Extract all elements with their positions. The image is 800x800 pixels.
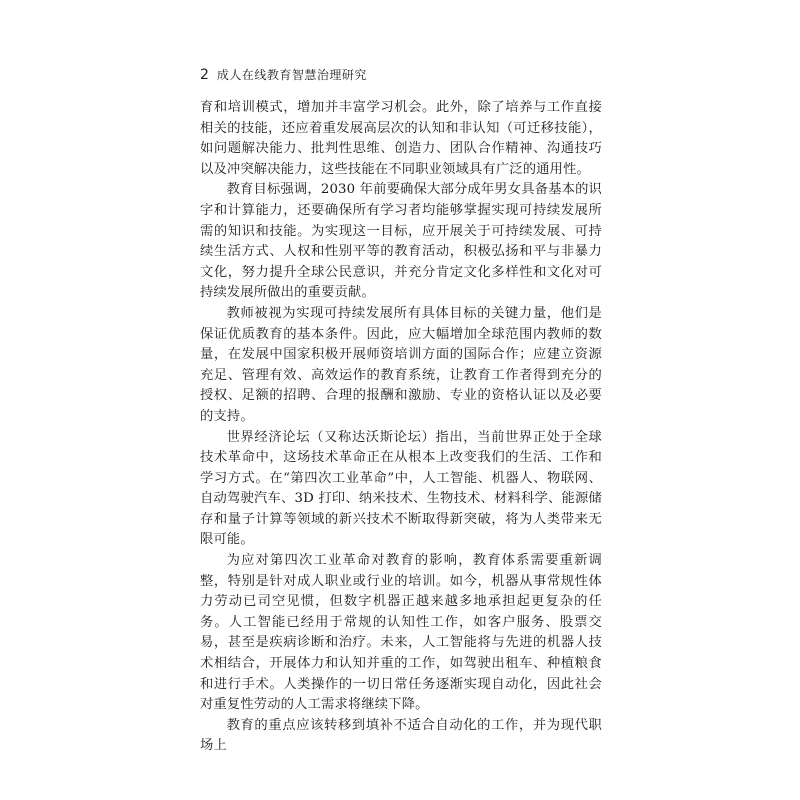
paragraph: 教育目标强调，2030 年前要确保大部分成年男女具备基本的识字和计算能力，还要确保所有学习者均能够掌握实现可持续发展所需的知识和技能。为实现这一目标，应开展关于可持续发展、可持续生活方式、人权和性别平等的教育活动，积极弘扬和平与非暴力文化，努力提升全球公民意识，并充分肯定文化多样性和文化对可持续发展所做出的重要贡献。 <box>200 182 602 301</box>
page-header <box>200 66 367 83</box>
paragraph: 育和培训模式，增加并丰富学习机会。此外，除了培养与工作直接相关的技能，还应着重发展高层次的认知和非认知（可迁移技能），如问题解决能力、批判性思维、创造力、团队合作精神、沟通技巧以及冲突解决能力，这些技能在不同职业领域具有广泛的通用性。 <box>200 100 602 177</box>
paragraph: 教育的重点应该转移到填补不适合自动化的工作，并为现代职场上 <box>200 717 602 754</box>
paragraph: 为应对第四次工业革命对教育的影响，教育体系需要重新调整，特别是针对成人职业或行业的培训。如今，机器从事常规性体力劳动已司空见惯，但数字机器正越来越多地承担起更复杂的任务。人工智能已经用于常规的认知性工作，如客户服务、股票交易，甚至是疾病诊断和治疗。未来，人工智能将与先进的机器人技术相结合，开展体力和认知并重的工作，如驾驶出租车、种植粮食和进行手术。人类操作的一切日常任务逐渐实现自动化，因此社会对重复性劳动的人工需求将继续下降。 <box>200 553 602 713</box>
running-title: 成人在线教育智慧治理研究 <box>216 68 367 82</box>
body-text <box>200 98 602 757</box>
paragraph: 世界经济论坛（又称达沃斯论坛）指出，当前世界正处于全球技术革命中，这场技术革命正在从根本上改变我们的生活、工作和学习方式。在“第四次工业革命”中，人工智能、机器人、物联网、自动驾驶汽车、3D 打印、纳米技术、生物技术、材料科学、能源储存和量子计算等领域的新兴技术不断取得新突破，将为人类带来无限可能。 <box>200 429 602 548</box>
paragraph: 教师被视为实现可持续发展所有具体目标的关键力量，他们是保证优质教育的基本条件。因此，应大幅增加全球范围内教师的数量，在发展中国家积极开展师资培训方面的国际合作；应建立资源充足、管理有效、高效运作的教育系统，让教育工作者得到充分的授权、足额的招聘、合理的报酬和激励、专业的资格认证以及必要的支持。 <box>200 305 602 424</box>
page-number: 2 <box>200 67 209 83</box>
